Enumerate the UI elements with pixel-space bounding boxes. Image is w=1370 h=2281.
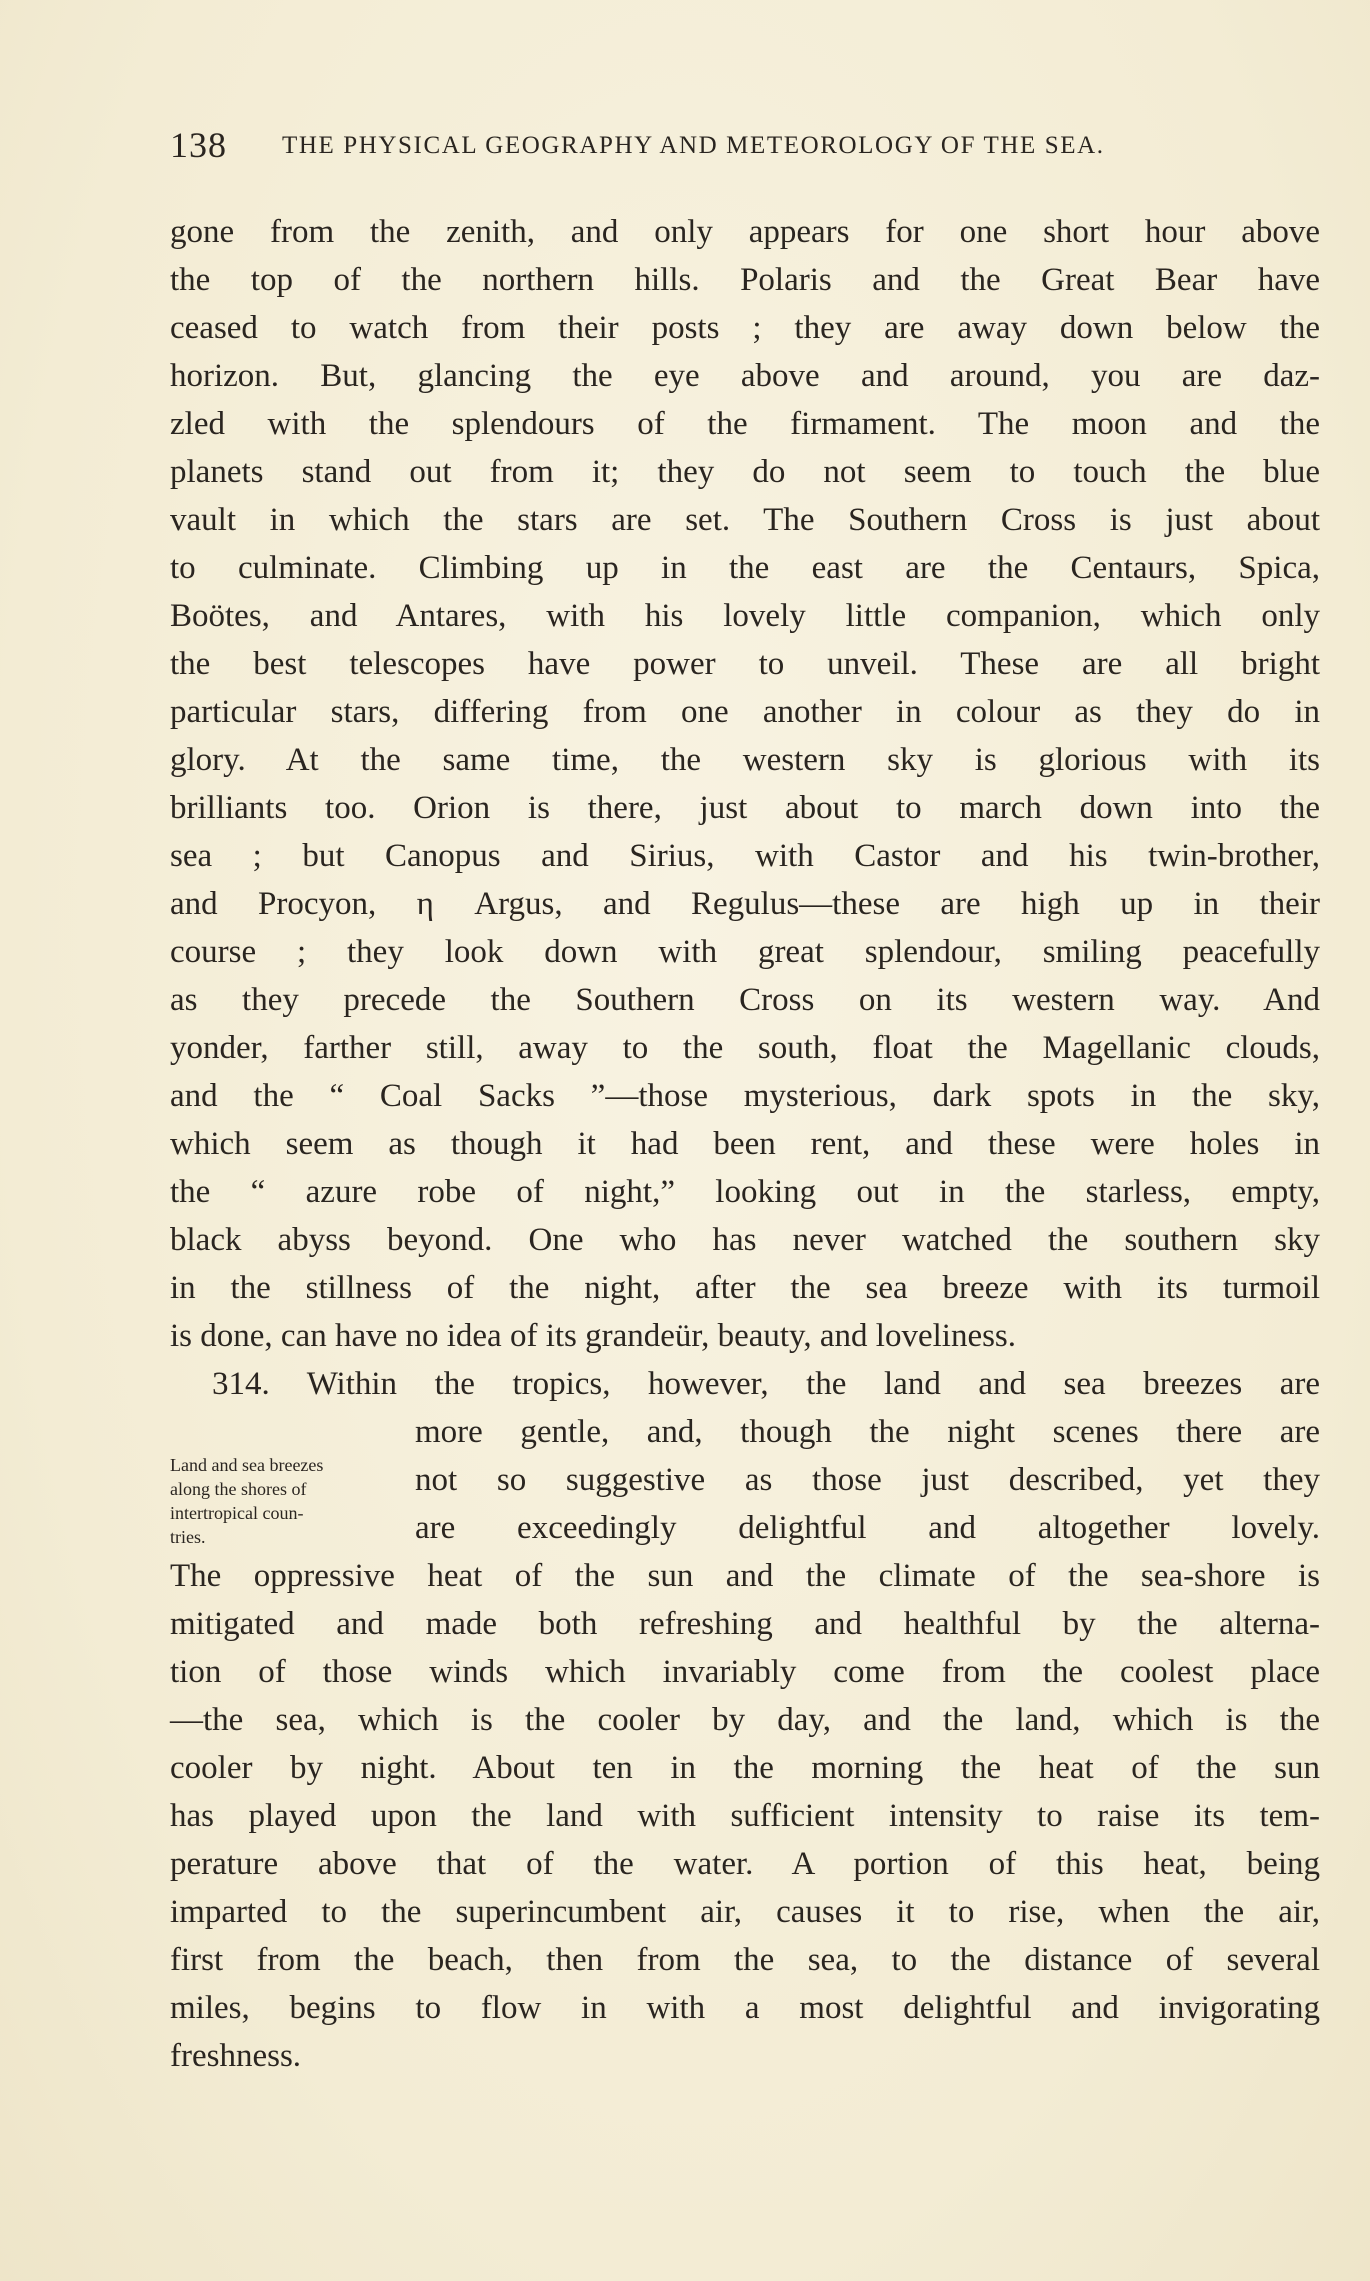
- text-line: first from the beach, then from the sea, to the distance of several: [170, 1942, 1320, 1978]
- text-line: sea ; but Canopus and Sirius, with Castor and his twin-brother,: [170, 838, 1320, 874]
- text-line: cooler by night. About ten in the morning the heat of the sun: [170, 1750, 1320, 1786]
- text-line: vault in which the stars are set. The Southern Cross is just about: [170, 502, 1320, 538]
- text-line: as they precede the Southern Cross on its western way. And: [170, 982, 1320, 1018]
- margin-note-line: along the shores of: [170, 1479, 307, 1499]
- text-line: black abyss beyond. One who has never watched the southern sky: [170, 1222, 1320, 1258]
- paragraph-314-start: 314. Within the tropics, however, the land and sea breezes are: [212, 1366, 1320, 1402]
- margin-note: [170, 1453, 400, 1549]
- text-line: Boötes, and Antares, with his lovely little companion, which only: [170, 598, 1320, 634]
- text-line: yonder, farther still, away to the south, float the Magellanic clouds,: [170, 1030, 1320, 1066]
- text-line: zled with the splendours of the firmament. The moon and the: [170, 406, 1320, 442]
- text-line: tion of those winds which invariably come from the coolest place: [170, 1654, 1320, 1690]
- margin-note-line: tries.: [170, 1527, 206, 1547]
- text-line: has played upon the land with sufficient intensity to raise its tem-: [170, 1798, 1320, 1834]
- text-line: to culminate. Climbing up in the east are the Centaurs, Spica,: [170, 550, 1320, 586]
- text-line: which seem as though it had been rent, and these were holes in: [170, 1126, 1320, 1162]
- margin-note-line: intertropical coun-: [170, 1503, 304, 1523]
- text-line: mitigated and made both refreshing and healthful by the alterna-: [170, 1606, 1320, 1642]
- text-line: planets stand out from it; they do not seem to touch the blue: [170, 454, 1320, 490]
- text-line: and the “ Coal Sacks ”—those mysterious, dark spots in the sky,: [170, 1078, 1320, 1114]
- text-line: imparted to the superincumbent air, causes it to rise, when the air,: [170, 1894, 1320, 1930]
- text-line: course ; they look down with great splendour, smiling peacefully: [170, 934, 1320, 970]
- text-line: is done, can have no idea of its grandeür, beauty, and loveliness.: [170, 1318, 1017, 1354]
- text-line: more gentle, and, though the night scenes there are: [415, 1414, 1320, 1450]
- page-number: 138: [170, 125, 227, 165]
- text-line: The oppressive heat of the sun and the climate of the sea-shore is: [170, 1558, 1320, 1594]
- text-line: miles, begins to flow in with a most delightful and invigorating: [170, 1990, 1320, 2026]
- text-line: and Procyon, η Argus, and Regulus—these are high up in their: [170, 886, 1320, 922]
- text-line: horizon. But, glancing the eye above and around, you are daz-: [170, 358, 1320, 394]
- text-line: perature above that of the water. A portion of this heat, being: [170, 1846, 1320, 1882]
- text-line: the best telescopes have power to unveil. These are all bright: [170, 646, 1320, 682]
- margin-note-line: Land and sea breezes: [170, 1455, 324, 1475]
- text-line: glory. At the same time, the western sky is glorious with its: [170, 742, 1320, 778]
- text-line: the “ azure robe of night,” looking out in the starless, empty,: [170, 1174, 1320, 1210]
- text-line: —the sea, which is the cooler by day, and the land, which is the: [170, 1702, 1320, 1738]
- body-text: [170, 208, 1320, 2080]
- text-line: the top of the northern hills. Polaris and the Great Bear have: [170, 262, 1320, 298]
- text-line: in the stillness of the night, after the sea breeze with its turmoil: [170, 1270, 1320, 1306]
- text-line: are exceedingly delightful and altogether lovely.: [415, 1510, 1320, 1546]
- text-line: freshness.: [170, 2038, 302, 2074]
- running-title: THE PHYSICAL GEOGRAPHY AND METEOROLOGY OF THE SEA.: [282, 132, 1105, 159]
- text-line: gone from the zenith, and only appears for one short hour above: [170, 214, 1320, 250]
- text-line: particular stars, differing from one another in colour as they do in: [170, 694, 1320, 730]
- running-head: [170, 124, 1260, 168]
- text-line: not so suggestive as those just described, yet they: [415, 1462, 1320, 1498]
- text-line: brilliants too. Orion is there, just about to march down into the: [170, 790, 1320, 826]
- text-line: ceased to watch from their posts ; they are away down below the: [170, 310, 1320, 346]
